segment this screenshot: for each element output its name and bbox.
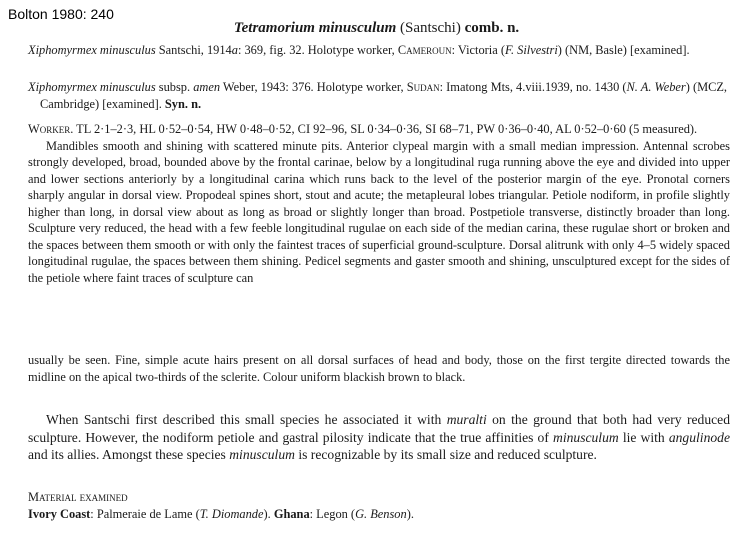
- discussion-paragraph: [28, 411, 730, 464]
- worker-measurements: . TL 2·1–2·3, HL 0·52–0·54, HW 0·48–0·52, CI 92–96, SL 0·34–0·36, SI 68–71, PW 0·36–0·40, AL 0·52–0·60 (5 measured).: [70, 122, 698, 136]
- source-label: Bolton 1980: 240: [8, 6, 114, 22]
- synonym-entry-2: [28, 79, 730, 112]
- synonym-collector: N. A. Weber: [626, 80, 686, 94]
- discussion-taxon: muralti: [446, 412, 487, 427]
- discussion-text: When Santschi first described this small species he associated it with: [46, 412, 447, 427]
- worker-continuation: usually be seen. Fine, simple acute hairs present on all dorsal surfaces of head and body, those on the first tergite directed towards the midline on the apical two-thirds of the sclerite. Colour uniform blackish brown to black.: [28, 353, 730, 384]
- synonym-name: Xiphomyrmex minusculus: [28, 80, 156, 94]
- discussion-taxon: minusculum: [229, 447, 295, 462]
- material-text: : Palmeraie de Lame (: [90, 507, 200, 521]
- species-author: (Santschi): [400, 20, 461, 36]
- worker-heading: Worker: [28, 122, 71, 136]
- synonym-collector: F. Silvestri: [504, 43, 558, 57]
- material-locality: Ivory Coast: [28, 507, 91, 521]
- discussion-text: is recognizable by its small size and reduced sculpture.: [294, 447, 597, 462]
- species-title: [0, 20, 753, 37]
- material-text: ).: [406, 507, 414, 521]
- discussion-text: lie with: [618, 429, 669, 445]
- synonym-text: a: [231, 43, 238, 57]
- worker-description-text: Mandibles smooth and shining with scattered minute pits. Anterior clypeal margin with a small median impression. Antennal scrobes strongly developed, broad, bounded above by the frontal carinae, below by a longitudinal ruga running above the eye and divided into upper and lower sections anteriorly by a longitudinal carina which runs back to the level of the posterior margin of the eye. Pronotal corners sharply angular in dorsal view. Propodeal spines short, stout and acute; the metapleural lobes triangular. Petiole nodiform, in profile slightly higher than long, in dorsal view about as long as broad or slightly longer than broad. Postpetiole transverse, distinctly broader than long. Sculpture very reduced, the head with a few feeble longitudinal rugulae on each side of the median carina, these rugulae short or broken and the spaces between them smooth or with only the faintest traces of superficial ground-sculpture. Dorsal alitrunk with only 4–5 widely spaced longitudinal rugulae, the spaces between them shining. Pedicel segments and gaster smooth and shining, unsculptured except for the sides of the petiole where faint traces of sculpture can: [28, 138, 730, 285]
- synonym-country: Sudan: [406, 80, 440, 94]
- synonym-text: Weber, 1943: 376. Holotype worker,: [220, 80, 407, 94]
- synonym-text: subsp.: [155, 80, 194, 94]
- discussion-taxon: minusculum: [553, 429, 619, 445]
- synonym-label: Syn. n.: [164, 96, 202, 111]
- discussion-taxon: angulinode: [668, 429, 730, 445]
- synonym-text: ) (NM, Basle) [examined].: [557, 43, 690, 57]
- synonym-name: Xiphomyrmex minusculus: [28, 43, 156, 57]
- material-collector: G. Benson: [355, 507, 407, 521]
- material-list: [28, 506, 730, 523]
- synonym-text: : Imatong Mts, 4.viii.1939, no. 1430 (: [439, 80, 627, 94]
- discussion-text: and its allies. Amongst these species: [28, 447, 230, 462]
- material-heading-text: Material examined: [28, 490, 128, 504]
- discussion-text: on the ground that both had very reduced sculpture. However, the nodiform petiole and gastral pilosity indicate that the true affinities of: [28, 412, 730, 445]
- material-text: ).: [263, 507, 274, 521]
- synonym-text: ) (MCZ, Cambridge) [examined].: [40, 80, 728, 111]
- material-heading: [28, 489, 730, 506]
- species-name: Tetramorium minusculum: [233, 20, 397, 36]
- synonym-country: Cameroun: [397, 43, 452, 57]
- synonym-entry-1: [28, 42, 730, 59]
- species-status: comb. n.: [464, 20, 520, 36]
- synonym-text: Santschi, 1914: [155, 43, 232, 57]
- synonym-text: : 369, fig. 32. Holotype worker,: [237, 43, 398, 57]
- worker-description: [28, 121, 730, 286]
- synonym-subsp: amen: [193, 80, 221, 94]
- synonym-text: : Victoria (: [451, 43, 505, 57]
- material-locality: Ghana: [273, 507, 310, 521]
- material-text: : Legon (: [309, 507, 356, 521]
- material-collector: T. Diomande: [199, 507, 264, 521]
